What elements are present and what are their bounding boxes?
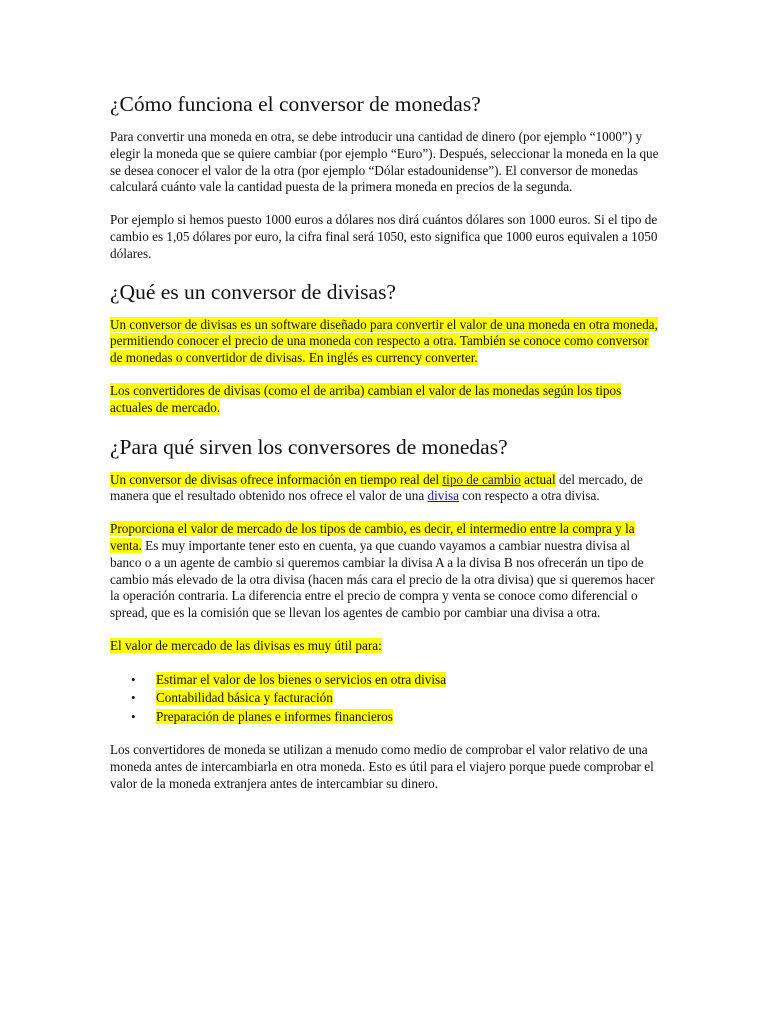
list-item [110,671,662,689]
highlighted-text: actual [520,471,556,487]
paragraph-real-time-info [110,472,662,506]
bullet-icon: • [131,690,136,706]
bullet-icon: • [131,671,136,687]
paragraph-example: Por ejemplo si hemos puesto 1000 euros a dólares nos dirá cuántos dólares son 1000 euros. Si el tipo de cambio es 1,05 dólares por euro, la cifra final será 1050, esto significa que 1000 euros equivalen a 1050 dólares. [110,212,658,261]
list-item-text: Preparación de planes e informes financieros [156,708,393,724]
heading-how-converter-works: ¿Cómo funciona el conversor de monedas? [110,92,481,116]
plain-text: del mercado, de manera que el resultado obtenido nos ofrece el valor de una [110,471,643,504]
paragraph-market-value [110,521,662,622]
highlighted-text: Los convertidores de divisas (como el de arriba) cambian el valor de las monedas según los tipos actuales de mercado. [110,382,622,415]
list-item [110,708,662,726]
list-item [110,689,662,707]
paragraph-definition [110,317,662,367]
plain-text: Es muy importante tener esto en cuenta, ya que cuando vayamos a cambiar nuestra divisa al banco o a un agente de cambio si queremos cambiar la divisa A a la divisa B nos ofrecerán un tipo de cambio más elevado de la otra divisa (hacen más cara el precio de la otra divisa) que si queremos hacer la operación contraria. La diferencia entre el precio de compra y venta se conoce como diferencial o spread, que es la comisión que se llevan los agentes de cambio por cambiar una divisa a otra. [110,537,655,621]
link-divisa[interactable]: divisa [427,488,459,504]
link-tipo-de-cambio[interactable]: tipo de cambio [442,471,521,487]
highlighted-text: Un conversor de divisas ofrece información en tiempo real del [110,471,443,487]
highlighted-text: Proporciona el valor de mercado de los tipos de cambio, es decir, el intermedio entre la compra y la venta. [110,521,635,553]
paragraph-market-rates [110,383,662,417]
list-item-text: Contabilidad básica y facturación [156,690,333,706]
heading-what-for: ¿Para qué sirven los conversores de monedas? [110,434,508,459]
uses-list [110,671,662,726]
highlighted-text: Un conversor de divisas es un software diseñado para convertir el valor de una moneda en otra moneda, permitiendo conocer el precio de una moneda con respecto a otra. También se conoce como conversor de monedas o convertidor de divisas. En inglés es currency converter. [110,316,658,366]
bullet-icon: • [131,708,136,724]
document-page [110,76,662,792]
paragraph-useful-for [110,638,662,655]
highlighted-text: El valor de mercado de las divisas es muy útil para: [110,637,382,653]
list-item-text: Estimar el valor de los bienes o servicios en otra divisa [156,671,447,687]
plain-text: con respecto a otra divisa. [459,488,600,504]
paragraph-how-it-works: Para convertir una moneda en otra, se debe introducir una cantidad de dinero (por ejemplo “1000”) y elegir la moneda que se quiere cambiar (por ejemplo “Euro”). Después, seleccionar la moneda en la que se desea conocer el valor de la otra (por ejemplo “Dólar estadounidense”). El conversor de monedas calculará cuánto vale la cantidad puesta de la primera moneda en precios de la segunda. [110,129,659,195]
heading-what-is-converter: ¿Qué es un conversor de divisas? [110,279,396,304]
paragraph-traveler: Los convertidores de moneda se utilizan a menudo como medio de comprobar el valor relativo de una moneda antes de intercambiarla en otra moneda. Esto es útil para el viajero porque puede comprobar el valor de la moneda extranjera antes de intercambiar su dinero. [110,741,654,791]
